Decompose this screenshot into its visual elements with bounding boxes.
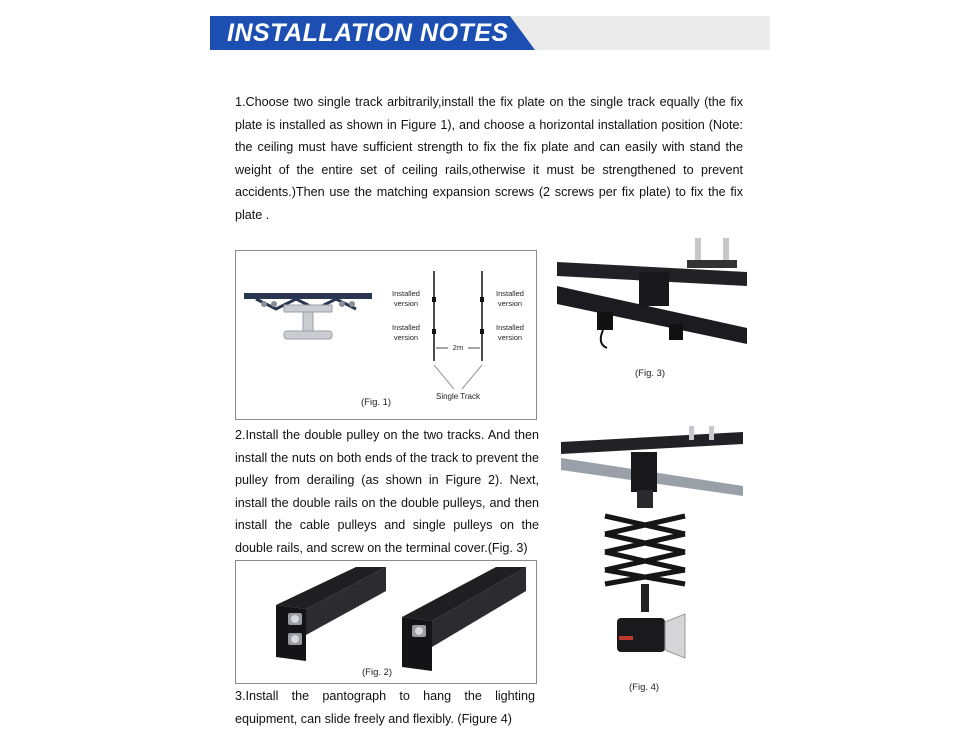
figure-4 [557,422,747,697]
installed-text: Installed [496,289,524,298]
paragraph-step-3: 3.Install the pantograph to hang the lighting equipment, can slide freely and flexibly. (Figure 4) [235,689,535,726]
figure-2 [235,560,537,684]
figure-3-caption: (Fig. 3) [635,368,666,379]
version-text: version [497,333,523,342]
installed-text: Installed [496,323,524,332]
figure-3 [557,232,747,382]
pantograph-photo [557,422,747,677]
paragraph-step-1: 1.Choose two single track arbitrarily,install the fix plate on the single track equally (the fix plate is installed as shown in Figure 1), and choose a horizontal installation position (Note: the ceiling must have sufficient strength to fix the fix plate and can easily with stand the weight of the entire set of ceiling rails,otherwise it must be strengthened to prevent accidents.)Then use the matching expansion screws (2 screws per fix plate) to fix the fix plate . [235,95,743,222]
paragraph-step-2: 2.Install the double pulley on the two tracks. And then install the nuts on both ends of the track to prevent the pulley from derailing (as shown in Figure 2). Next, install the double rails on the double pulleys, and then install the cable pulleys and single pulleys on the double rails, and screw on the terminal cover.(Fig. 3) [235,428,539,555]
version-text: version [393,299,419,308]
installed-label-right-bottom [488,323,532,343]
installed-label-left-bottom [384,323,428,343]
installed-text: Installed [392,289,420,298]
figure-2-caption: (Fig. 2) [362,667,393,678]
installed-text: Installed [392,323,420,332]
version-text: version [393,333,419,342]
installed-label-left-top [384,289,428,309]
double-rail-photo [557,232,747,362]
spacing-label: 2m [448,343,468,353]
figure-1-caption: (Fig. 1) [361,397,392,408]
single-track-label: Single Track [435,392,481,401]
rails-photo [236,561,536,683]
figure-4-caption: (Fig. 4) [629,682,660,693]
page-title: INSTALLATION NOTES [227,19,509,47]
version-text: version [497,299,523,308]
installed-label-right-top [488,289,532,309]
figure-1 [235,250,537,420]
